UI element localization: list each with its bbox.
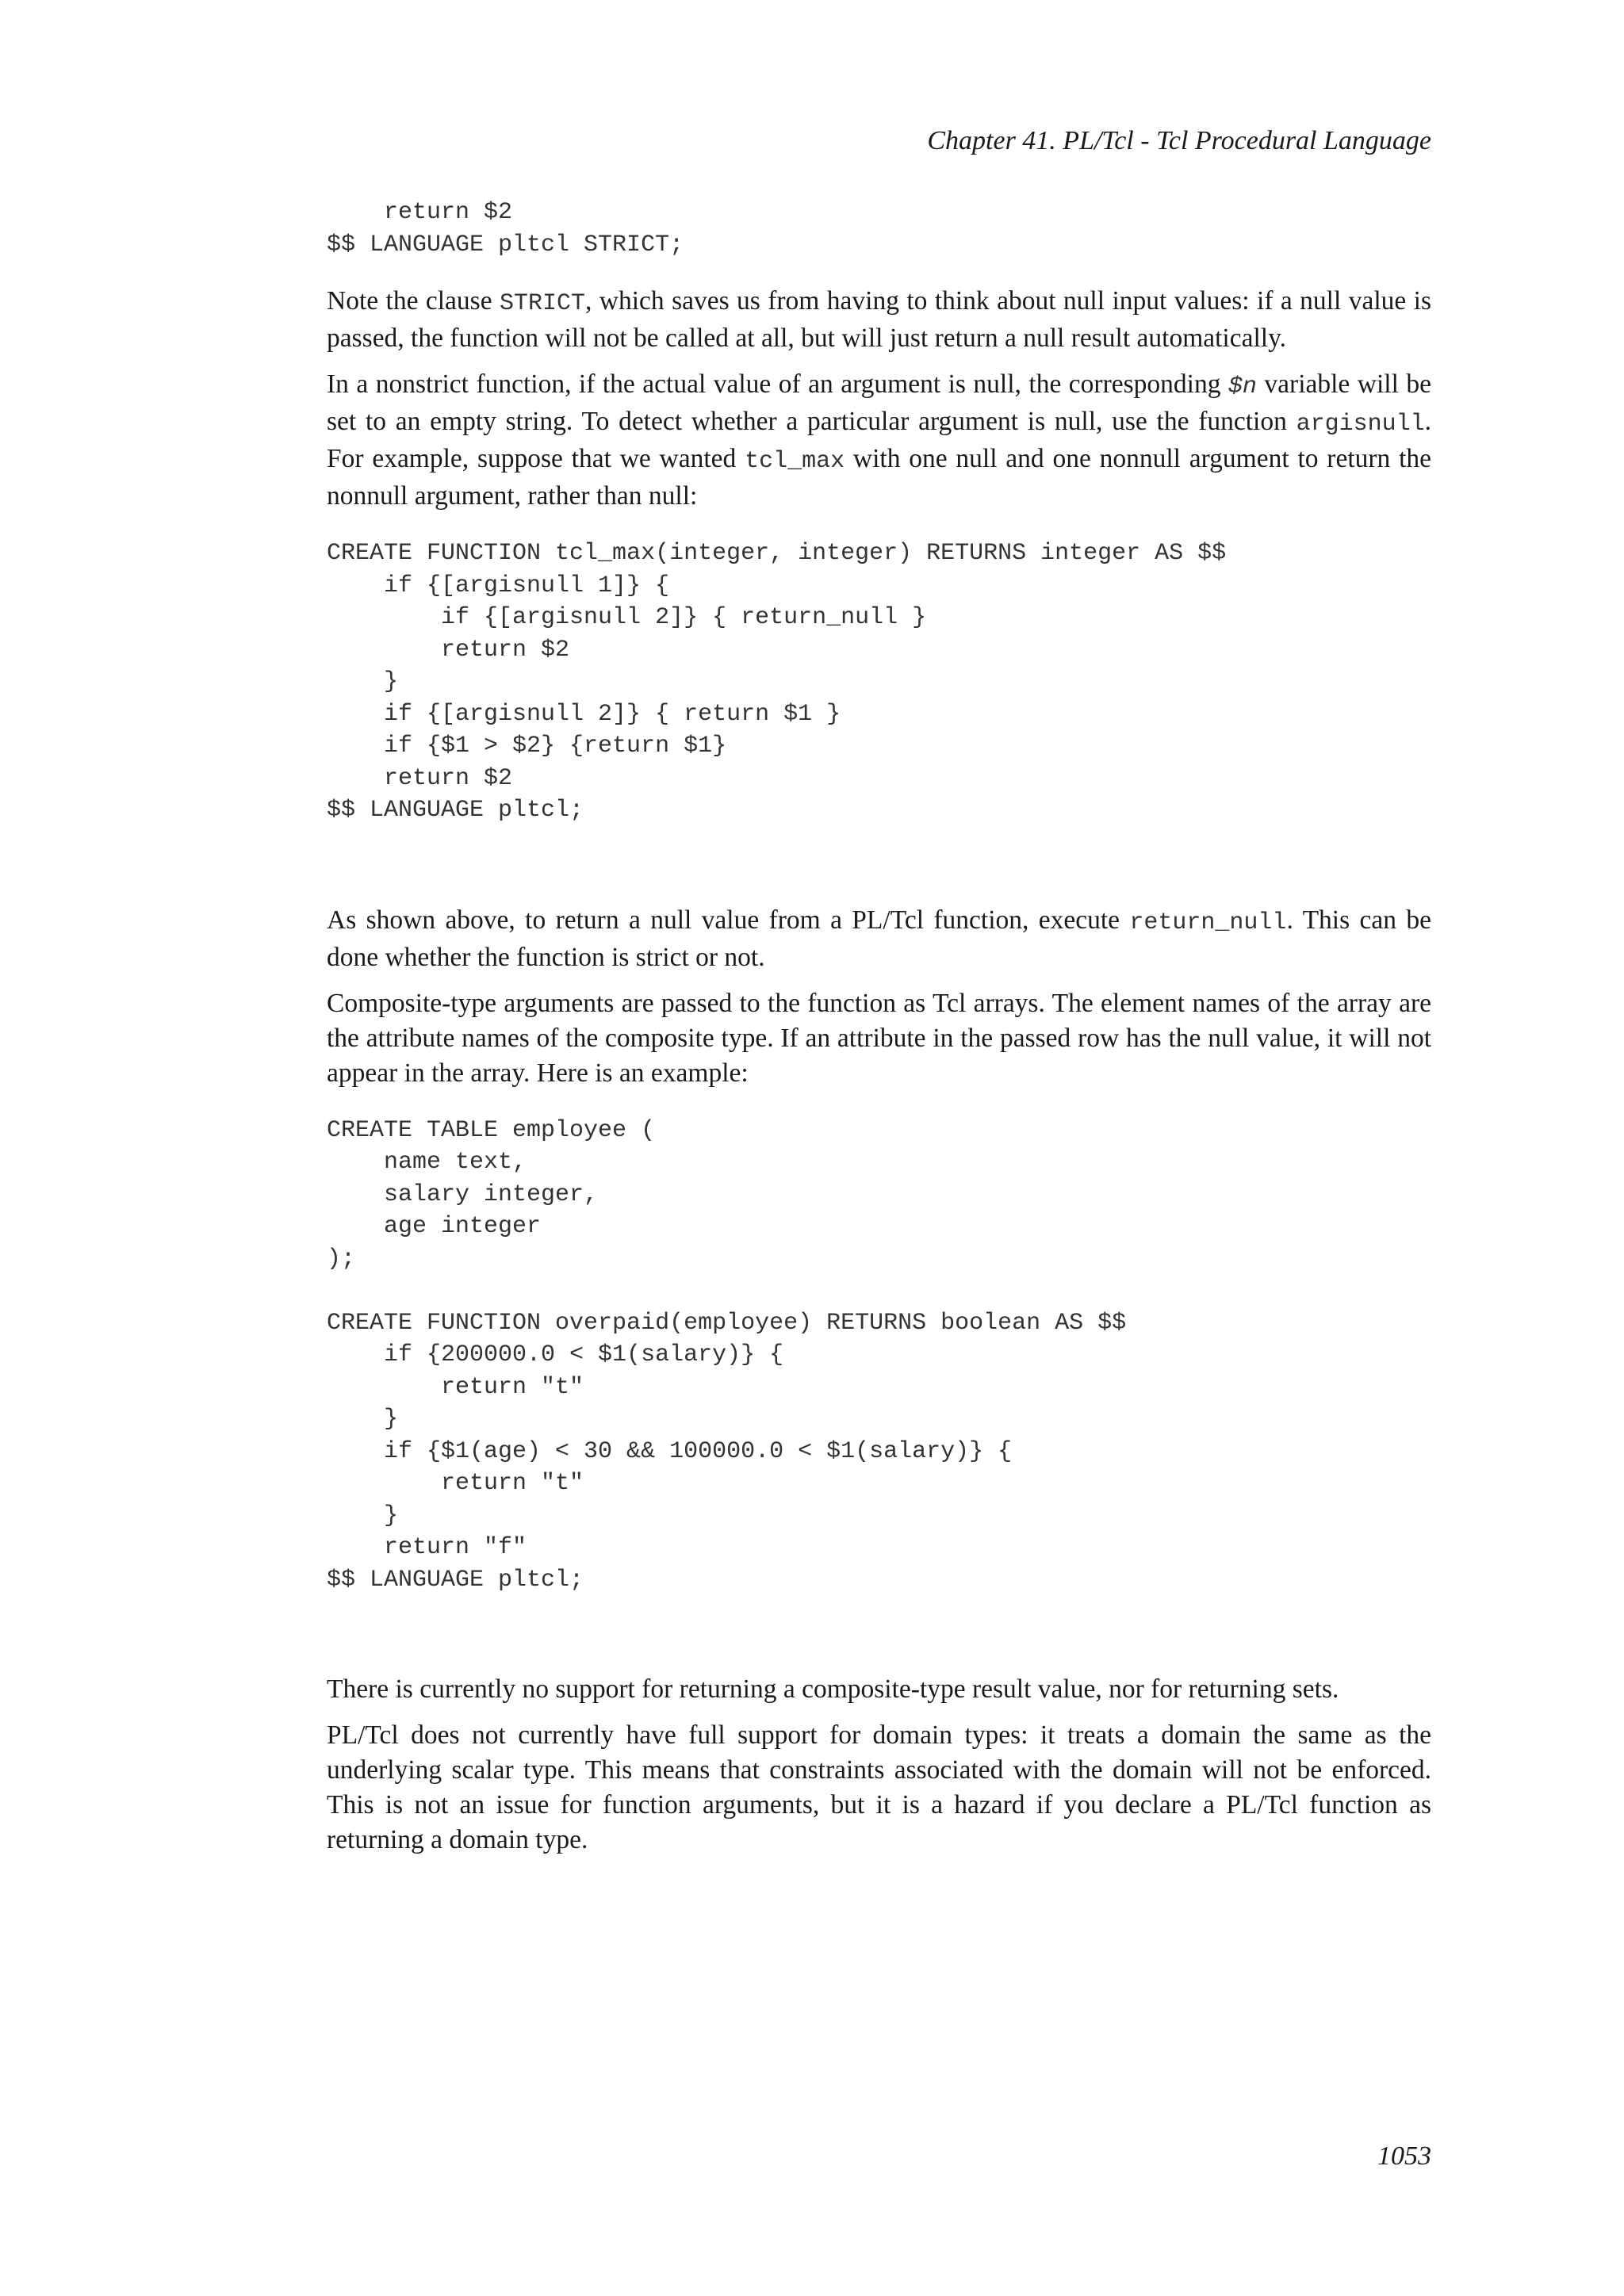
text-run: . For example, suppose that we wanted: [327, 407, 1431, 473]
inline-code-tcl-max: tcl_max: [745, 448, 845, 475]
inline-code-strict: STRICT: [499, 290, 586, 317]
inline-code-return-null: return_null: [1129, 909, 1287, 936]
paragraph-domain-types: PL/Tcl does not currently have full support for domain types: it treats a domain the same as the underlying scalar type. This means that constraints associated with the domain will not be enforced. This is not an issue for function arguments, but it is a hazard if you declare a PL/Tcl function as returning a domain type.: [327, 1720, 1431, 1854]
paragraph-nonstrict: [327, 367, 1431, 514]
text-run: . This can be done whether the function is strict or not.: [327, 905, 1431, 972]
running-header: Chapter 41. PL/Tcl - Tcl Procedural Language: [927, 126, 1431, 155]
paragraph-return-null: [327, 903, 1431, 975]
code-block-employee: CREATE TABLE employee ( name text, salary integer, age integer ); CREATE FUNCTION overpaid(employee) RETURNS boolean AS $$ if {200000.0 < $1(salary)} { return "t" } if {$1(age) < 30 && 100000.0 < $1(salary)} { return "t" } return "f" $$ LANGUAGE pltcl;: [327, 1116, 1127, 1594]
paragraph-no-composite-support: There is currently no support for returning a composite-type result value, nor for returning sets.: [327, 1674, 1339, 1704]
page-number: 1053: [1377, 2141, 1431, 2171]
text-run: In a nonstrict function, if the actual value of an argument is null, the corresponding: [327, 369, 1228, 399]
paragraph-composite-args: Composite-type arguments are passed to the function as Tcl arrays. The element names of the array are the attribute names of the composite type. If an attribute in the passed row has the null value, it will not appear in the array. Here is an example:: [327, 988, 1431, 1088]
inline-code-argisnull: argisnull: [1296, 411, 1425, 438]
paragraph-strict-clause: [327, 284, 1431, 356]
text-run: with one null and one nonnull argument to return the nonnull argument, rather than null:: [327, 444, 1431, 511]
text-run: variable will be set to an empty string. To detect whether a particular argument is null, use the function: [327, 369, 1431, 436]
text-run: Note the clause: [327, 286, 500, 316]
inline-code-dollar-n: $n: [1228, 373, 1257, 400]
code-block-tcl-max: CREATE FUNCTION tcl_max(integer, integer) RETURNS integer AS $$ if {[argisnull 1]} { if {[argisnull 2]} { return_null } return $2 } if {[argisnull 2]} { return $1 } if {$1 > $2} {return $1} return $2 $$ LANGUAGE pltcl;: [327, 540, 1227, 824]
text-run: As shown above, to return a null value from a PL/Tcl function, execute: [327, 905, 1130, 935]
page-content: [327, 197, 1431, 1858]
code-block-strict-end: return $2 $$ LANGUAGE pltcl STRICT;: [327, 199, 684, 258]
text-run: , which saves us from having to think about null input values: if a null value is passed, the function will not be called at all, but will just return a null result automatically.: [327, 286, 1431, 353]
